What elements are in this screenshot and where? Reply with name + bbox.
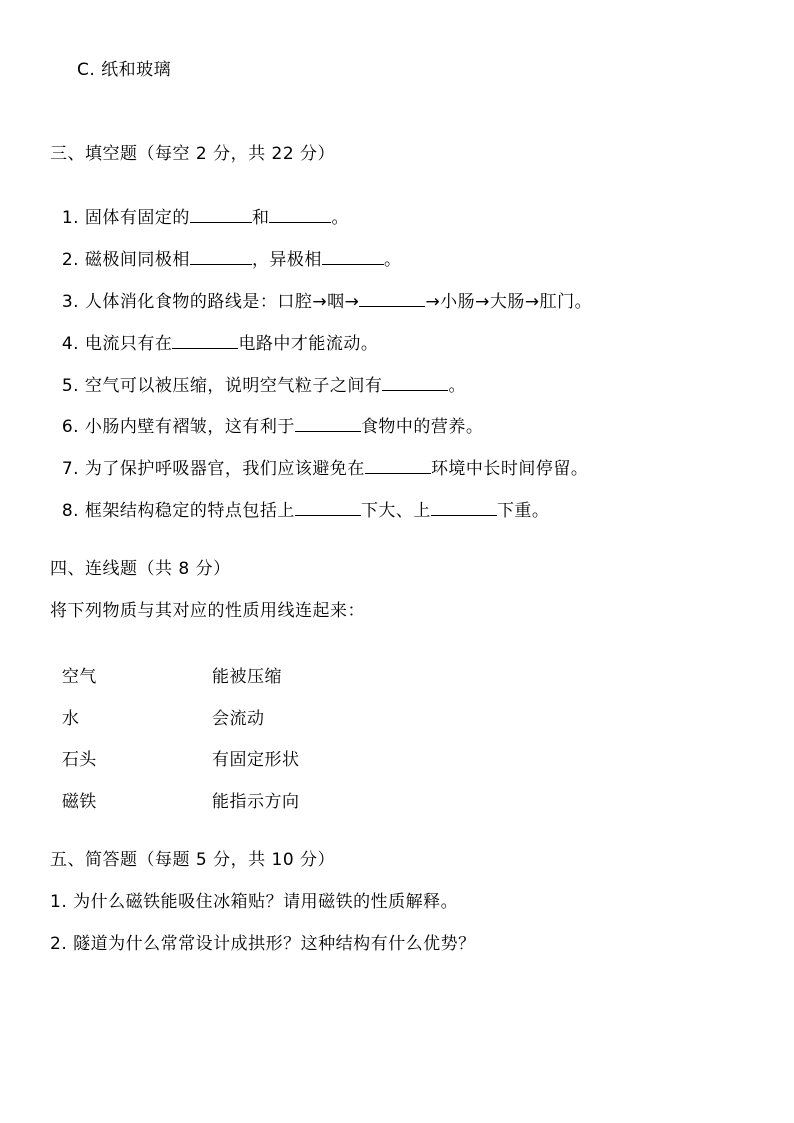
item-text: 电路中才能流动。 <box>238 334 379 354</box>
item-text: 下大、上 <box>360 501 431 521</box>
item-text: 7. 为了保护呼吸器官，我们应该避免在 <box>61 459 365 479</box>
fill-item-8 <box>50 475 549 523</box>
match-left: 石头 <box>61 750 97 770</box>
blank[interactable] <box>322 250 384 265</box>
match-row <box>50 641 282 689</box>
fill-item-4 <box>50 308 378 356</box>
fill-item-3 <box>50 266 592 314</box>
item-text: 下重。 <box>496 501 550 521</box>
item-text: 1. 固体有固定的 <box>61 208 190 228</box>
short-answer-question: 1. 为什么磁铁能吸住冰箱贴？请用磁铁的性质解释。 <box>50 892 459 912</box>
item-text: 6. 小肠内壁有褶皱，这有利于 <box>61 417 295 437</box>
match-left: 空气 <box>61 667 97 687</box>
blank[interactable] <box>382 376 448 391</box>
blank[interactable] <box>431 501 497 516</box>
item-text: 4. 电流只有在 <box>61 334 173 354</box>
item-text: 3. 人体消化食物的路线是：口腔→咽→ <box>61 292 360 312</box>
match-row <box>50 724 300 772</box>
fill-item-6 <box>50 391 483 439</box>
section3-title: 三、填空题（每空 2 分，共 22 分） <box>50 144 336 164</box>
section5-title: 五、简答题（每题 5 分，共 10 分） <box>50 850 336 870</box>
short-answer-question: 2. 隧道为什么常常设计成拱形？这种结构有什么优势？ <box>50 934 476 954</box>
item-text: 5. 空气可以被压缩，说明空气粒子之间有 <box>61 376 383 396</box>
blank[interactable] <box>172 334 238 349</box>
item-text: 8. 框架结构稳定的特点包括上 <box>61 501 295 521</box>
section4-instruction: 将下列物质与其对应的性质用线连起来： <box>50 601 365 621</box>
item-text: 2. 磁极间同极相 <box>61 250 190 270</box>
item-text: 。 <box>448 376 466 396</box>
section4-title: 四、连线题（共 8 分） <box>50 559 231 579</box>
blank[interactable] <box>365 459 431 474</box>
item-text: ，异极相 <box>251 250 322 270</box>
match-left: 水 <box>61 709 80 729</box>
item-text: →小肠→大肠→肛门。 <box>425 292 593 312</box>
blank[interactable] <box>359 292 425 307</box>
item-text: 食物中的营养。 <box>360 417 484 437</box>
blank[interactable] <box>269 208 331 223</box>
fill-item-2 <box>50 224 401 272</box>
blank[interactable] <box>190 250 252 265</box>
option-c: C. 纸和玻璃 <box>77 60 172 80</box>
fill-item-1 <box>50 182 349 230</box>
match-right: 有固定形状 <box>212 750 300 770</box>
blank[interactable] <box>295 417 361 432</box>
match-right: 会流动 <box>212 709 265 729</box>
item-text: 。 <box>331 208 349 228</box>
item-text: 和 <box>251 208 270 228</box>
item-text: 环境中长时间停留。 <box>430 459 589 479</box>
match-right: 能被压缩 <box>212 667 282 687</box>
match-row <box>50 766 300 814</box>
blank[interactable] <box>190 208 252 223</box>
blank[interactable] <box>295 501 361 516</box>
fill-item-7 <box>50 433 588 481</box>
match-right: 能指示方向 <box>212 792 300 812</box>
item-text: 。 <box>383 250 402 270</box>
match-left: 磁铁 <box>61 792 97 812</box>
